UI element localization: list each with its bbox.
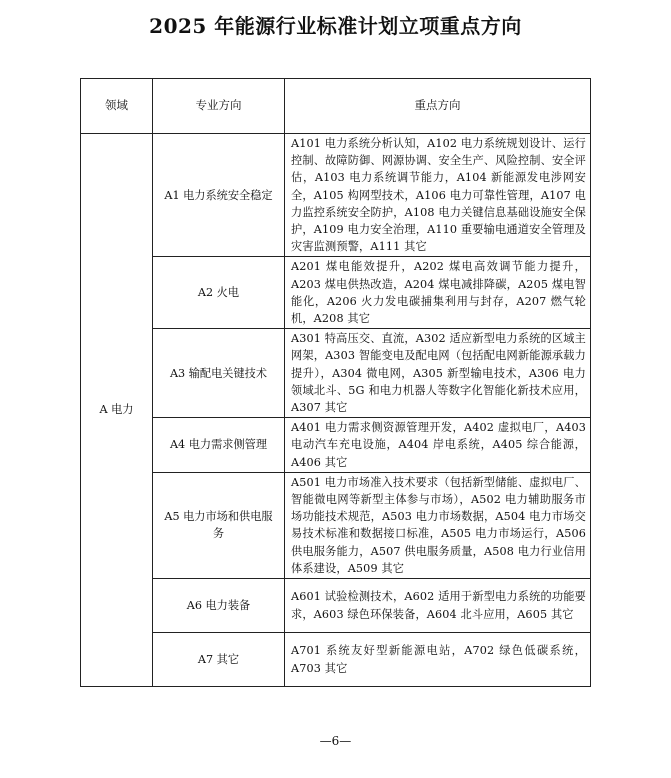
table-row bbox=[81, 329, 591, 418]
table-row bbox=[81, 134, 591, 257]
table-row bbox=[81, 418, 591, 473]
direction-cell: A3 输配电关键技术 bbox=[153, 329, 285, 418]
standards-plan-table bbox=[80, 78, 591, 687]
focus-cell: A701 系统友好型新能源电站，A702 绿色低碳系统，A703 其它 bbox=[285, 633, 591, 687]
table-row bbox=[81, 257, 591, 329]
focus-cell: A101 电力系统分析认知，A102 电力系统规划设计、运行控制、故障防御、网源协调、安全生产、风险控制、安全评估，A103 电力系统调节能力，A104 新能源发电涉网安全，A105 构网型技术，A106 电力可靠性管理，A107 电力监控系统安全防护，A108 电力关键信息基础设施安全保护，A109 电力安全治理，A110 重要输电通道安全管理及灾害监测预警，A111 其它 bbox=[285, 134, 591, 257]
direction-cell: A1 电力系统安全稳定 bbox=[153, 134, 285, 257]
focus-cell: A301 特高压交、直流，A302 适应新型电力系统的区域主网架，A303 智能变电及配电网（包括配电网新能源承载力提升），A304 微电网，A305 新型输电技术，A306 电力领域北斗、5G 和电力机器人等数字化智能化新技术应用，A307 其它 bbox=[285, 329, 591, 418]
page-number: —6— bbox=[319, 734, 352, 748]
table-row bbox=[81, 472, 591, 578]
focus-cell: A201 煤电能效提升，A202 煤电高效调节能力提升，A203 煤电供热改造，A204 煤电减排降碳，A205 煤电智能化，A206 火力发电碳捕集利用与封存，A207 燃气轮机，A208 其它 bbox=[285, 257, 591, 329]
table-row bbox=[81, 579, 591, 633]
table-header-row bbox=[81, 79, 591, 134]
direction-cell: A6 电力装备 bbox=[153, 579, 285, 633]
direction-cell: A2 火电 bbox=[153, 257, 285, 329]
table-row bbox=[81, 633, 591, 687]
focus-cell: A601 试验检测技术，A602 适用于新型电力系统的功能要求，A603 绿色环保装备，A604 北斗应用，A605 其它 bbox=[285, 579, 591, 633]
direction-cell: A5 电力市场和供电服务 bbox=[153, 472, 285, 578]
header-direction: 专业方向 bbox=[153, 79, 285, 134]
header-domain: 领域 bbox=[81, 79, 153, 134]
direction-cell: A4 电力需求侧管理 bbox=[153, 418, 285, 473]
domain-cell: A 电力 bbox=[81, 134, 153, 687]
focus-cell: A401 电力需求侧资源管理开发，A402 虚拟电厂，A403 电动汽车充电设施，A404 岸电系统，A405 综合能源，A406 其它 bbox=[285, 418, 591, 473]
direction-cell: A7 其它 bbox=[153, 633, 285, 687]
focus-cell: A501 电力市场准入技术要求（包括新型储能、虚拟电厂、智能微电网等新型主体参与市场），A502 电力辅助服务市场功能技术规范，A503 电力市场数据，A504 电力市场交易技术标准和数据接口标准，A505 电力市场运行，A506 供电服务能力，A507 供电服务质量，A508 电力行业信用体系建设，A509 其它 bbox=[285, 472, 591, 578]
header-focus: 重点方向 bbox=[285, 79, 591, 134]
page-title: 2025 年能源行业标准计划立项重点方向 bbox=[149, 14, 522, 38]
